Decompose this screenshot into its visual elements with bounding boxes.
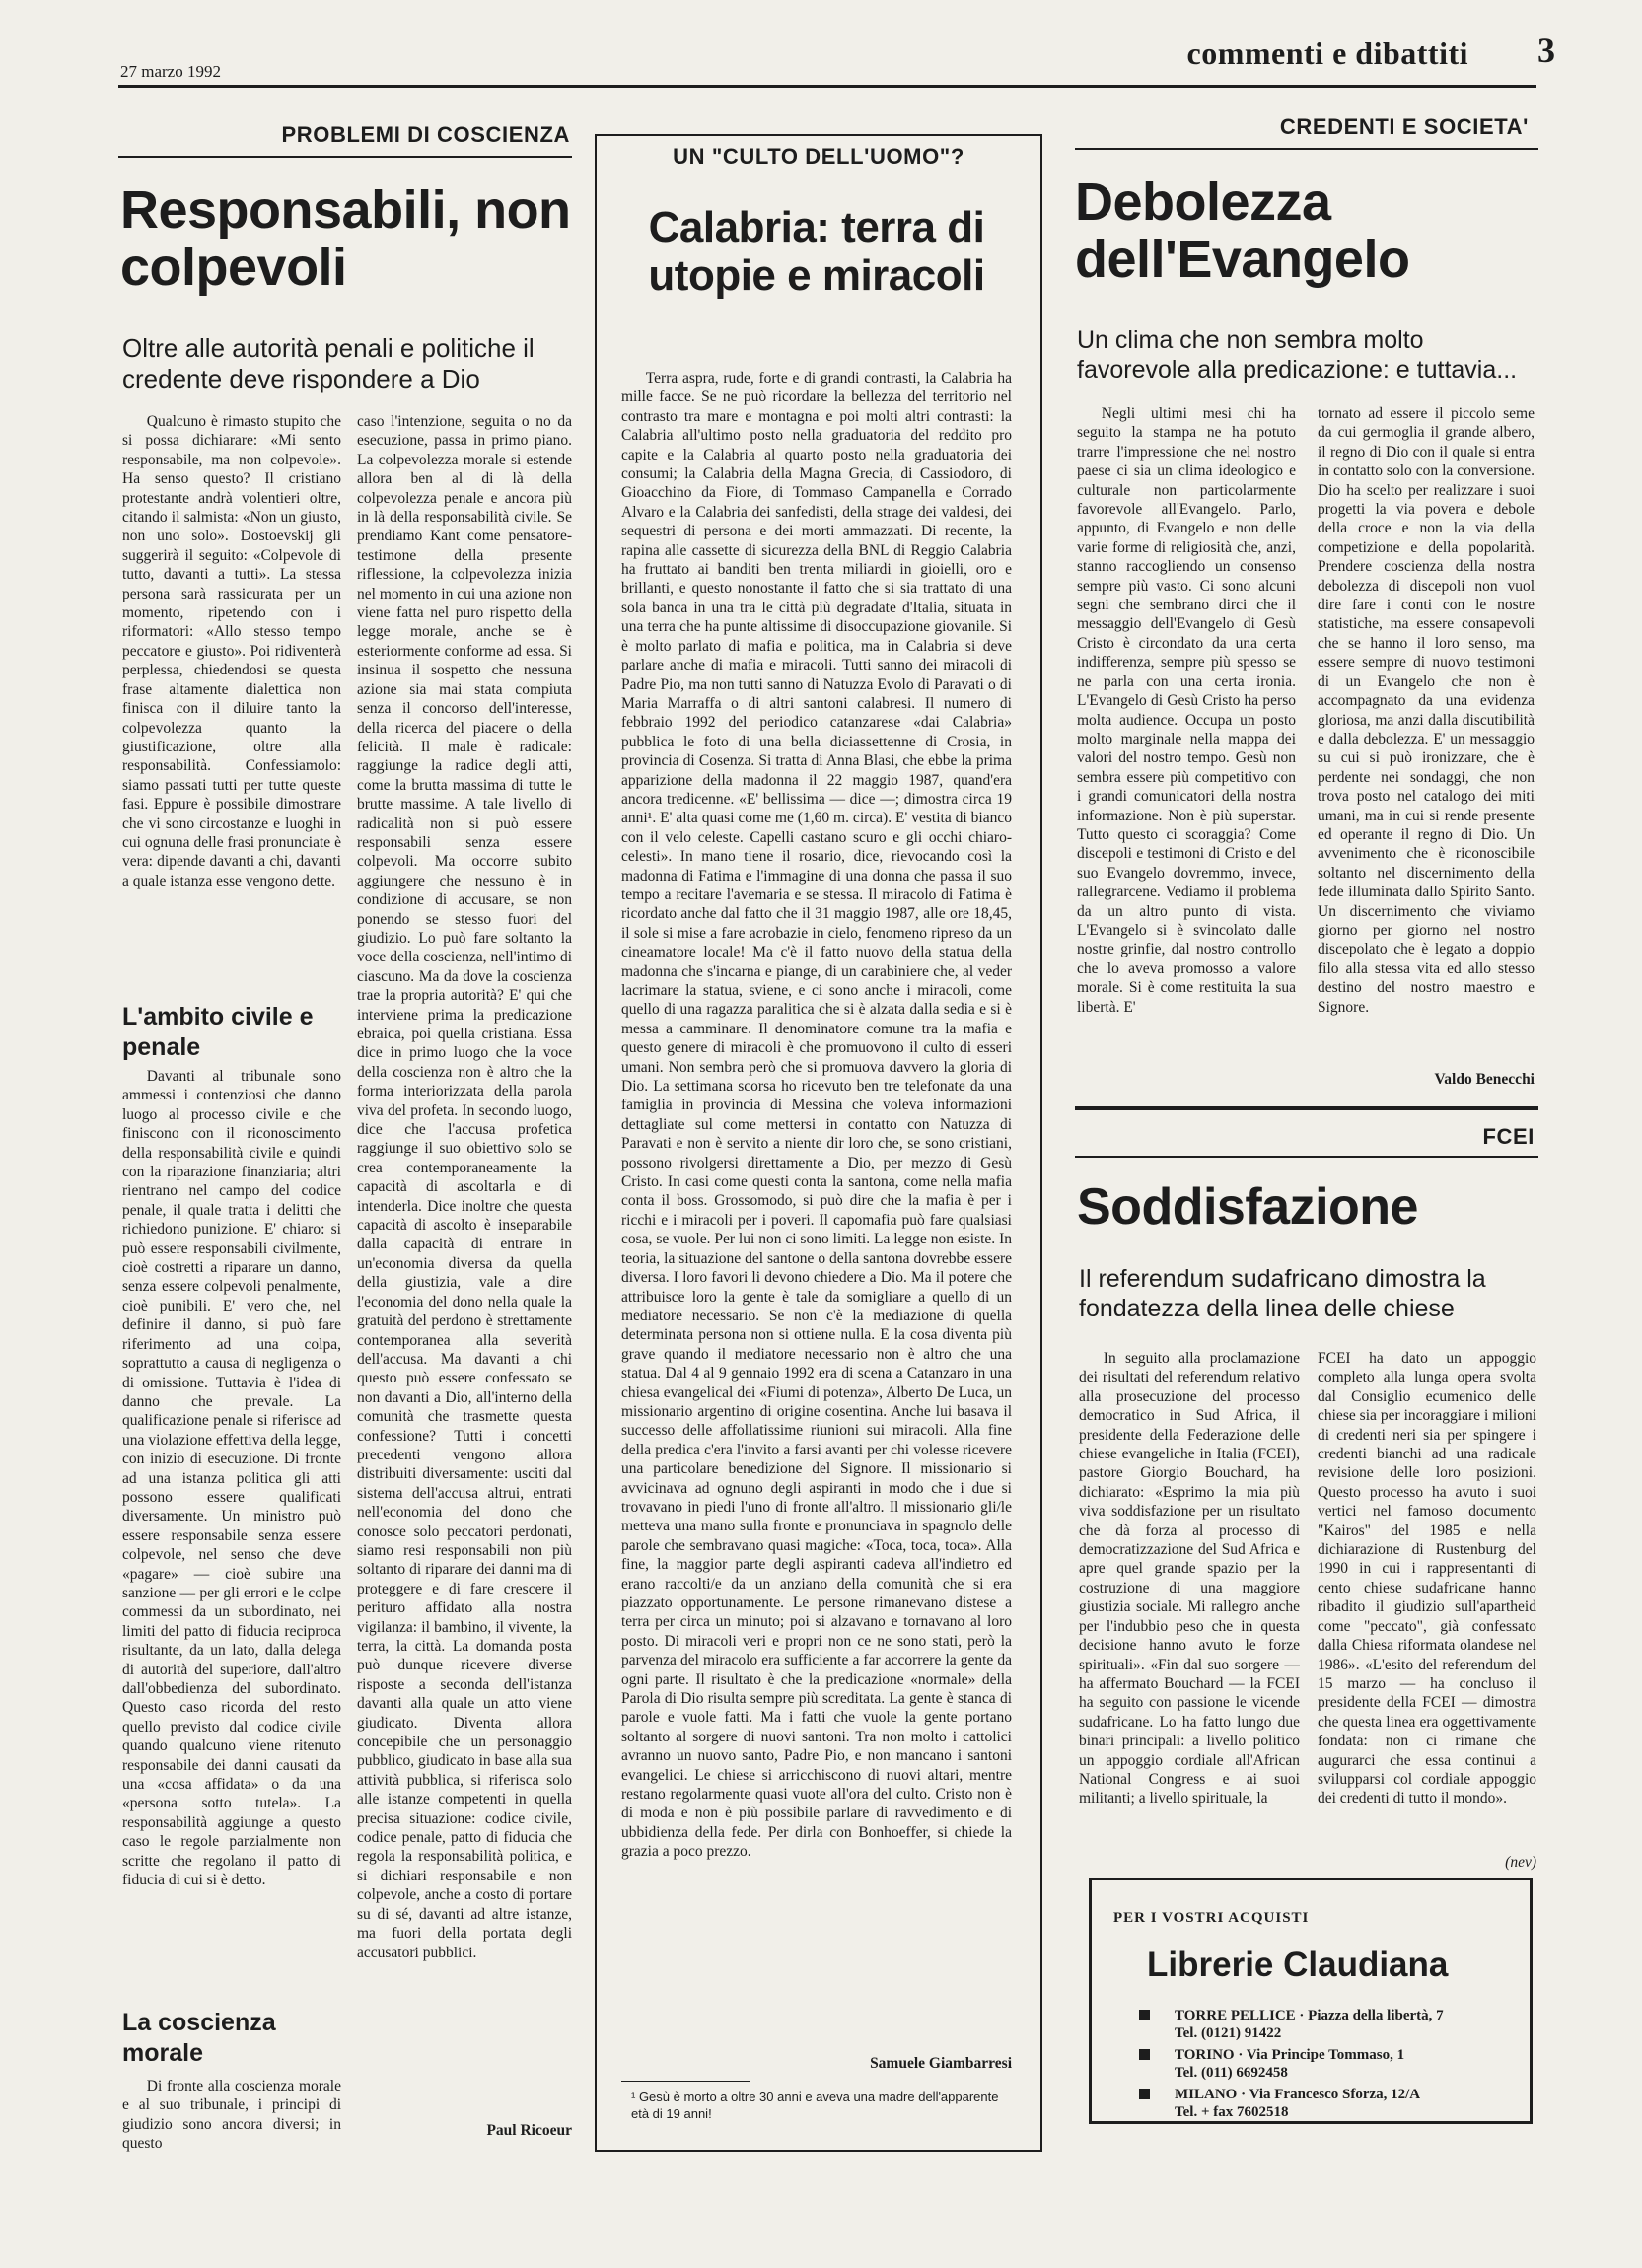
article1-col1-morale: Di fronte alla coscienza morale e al suo tribunale, i principi di giudizio sono ancora diversi; in questo [122,2078,341,2153]
article1-author: Paul Ricoeur [486,2122,572,2139]
ad-tagline: PER I VOSTRI ACQUISTI [1113,1910,1310,1926]
section-divider [1075,1106,1538,1110]
bullet-icon [1139,2049,1150,2060]
article3-rule [1075,148,1538,150]
ad-store-phone: Tel. + fax 7602518 [1175,2104,1289,2120]
article2-headline: Calabria: terra di utopie e miracoli [648,203,985,301]
article4-headline: Soddisfazione [1077,1178,1418,1236]
article2-author: Samuele Giambarresi [870,2055,1012,2072]
article4-col2: FCEI ha dato un appoggio completo alla lunga opera svolta dal Consiglio ecumenico delle chiese sia per incoraggiare i milioni di credenti neri sia per spingere i credenti bianchi ad una radicale revisione delle loro posizioni. Questo processo ha avuto i suoi vertici nel famoso documento "Kairos" del 1985 e nella dichiarazione di Rustenburg del 1990 in cui i rappresentanti di cento chiese sudafricane hanno ribadito il giudizio sull'apartheid come "peccato", già confessato dalla Chiesa riformata olandese nel 1986». «L'esito del referendum del 15 marzo — ha concluso il presidente della FCEI — dimostra che questa linea era oggettivamente fondata: non ci rimane che augurarci che essa continui a svilupparsi col cordiale appoggio dei credenti di tutto il mondo». [1318,1350,1536,1807]
article1-rule [118,156,572,158]
ad-store-address: TORRE PELLICE · Piazza della libertà, 7 [1175,2008,1444,2023]
article3-author: Valdo Benecchi [1434,1071,1535,1088]
article3-col1: Negli ultimi mesi chi ha seguito la stampa ne ha potuto trarre l'impressione che nel nostro paese ci sia un clima ideologico e culturale non particolarmente favorevole all'Evangelo. Parlo, appunto, di Evangelo e non delle varie forme di religiosità che, anzi, stanno raccogliendo un consenso sempre più vasto. Ci sono alcuni segni che sembrano dirci che il messaggio dell'Evangelo di Gesù Cristo è circondato da una certa indifferenza, sempre più spesso se ne parla con una certa ironia. L'Evangelo di Gesù Cristo ha perso molta audience. Occupa un posto molto marginale nella mappa dei valori del nostro tempo. Gesù non sembra essere più competitivo con i grandi comunicatori della nostra informazione. Non è più superstar. Tutto questo ci scoraggia? Come discepoli e testimoni di Cristo e del suo Evangelo dovremmo, invece, rallegrarcene. Vediamo il problema da un altro punto di vista. L'Evangelo si è svincolato dalle nostre grinfie, dal nostro controllo che lo aveva promosso a valore morale. Si è come restituita la sua libertà. E' [1077,405,1296,1016]
article3-kicker: CREDENTI E SOCIETA' [1279,114,1529,139]
bullet-icon [1139,2089,1150,2099]
claudiana-ad [1089,1878,1533,2124]
article3-headline: Debolezza dell'Evangelo [1075,173,1410,290]
ad-store-address: TORINO · Via Principe Tommaso, 1 [1175,2047,1405,2063]
ad-store-list [1139,2007,1524,2125]
article1-kicker: PROBLEMI DI COSCIENZA [281,122,570,147]
article1-headline: Responsabili, non colpevoli [120,180,571,298]
ad-store [1139,2046,1524,2086]
article4-rule [1075,1156,1538,1158]
ad-brand: Librerie Claudiana [1147,1946,1449,1984]
ad-store-address: MILANO · Via Francesco Sforza, 12/A [1175,2087,1421,2102]
article1-col2: caso l'intenzione, seguita o no da esecuzione, passa in primo piano. La colpevolezza morale si estende allora ben al di là della colpevolezza penale e ancora più in là della responsabilità civile. Se prendiamo Kant come pensatore-testimone della presente riflessione, la colpevolezza inizia nel momento in cui una azione non viene fatta nel puro rispetto della legge morale, anche se è esteriormente conforme ad essa. Si insinua il sospetto che nessuna azione sia mai stata compiuta senza il concorso dell'interesse, della ricerca del piacere o della felicità. Il male è radicale: raggiunge la radice degli atti, come la brutta massima di tutte le brutte massime. A tale livello di radicalità non si può essere responsabili senza essere colpevoli. Ma occorre subito aggiungere che nessuno è in condizione di accusare, se non ponendo se stesso fuori del giudizio. Lo può fare soltanto la voce della coscienza, nell'intimo di ciascuno. Ma da dove la coscienza trae la propria autorità? E' qui che interviene prima la predicazione ebraica, poi quella cristiana. Essa dice in primo luogo che la voce della coscienza non è altro che la forma interiorizzata della parola viva del profeta. In secondo luogo, dice che l'accusa profetica raggiunge il suo obiettivo solo se crea contemporaneamente la capacità di ascoltarla e di intenderla. Dice inoltre che questa capacità di ascolto è inseparabile dalla capacità di entrare in un'economia diversa da quella della giustizia, vale a dire l'economia del dono nella quale la gratuità del perdono è strettamente contemporanea alla severità dell'accusa. Ma davanti a chi questo può essere confessato se non davanti a Dio, all'interno della comunità che trasmette questa confessione? Tutti i concetti precedenti vengono allora distribuiti diversamente: usciti dal sistema dell'accusa altrui, entrati nell'economia del dono che conosce solo peccatori perdonati, siamo resi responsabili non più soltanto di riparare dei danni ma di proteggere e di fare crescere il perituro affidato alla nostra vigilanza: il bambino, il vivente, la terra, la città. La domanda posta può dunque ricevere diverse risposte a seconda dell'istanza davanti alla quale un atto viene giudicato. Diventa allora concepibile che un personaggio pubblico, giudicato in base alla sua attività pubblica, si riferisca solo alle istanze competenti in quella precisa situazione: codice civile, codice penale, patto di fiducia che regola la responsabilità politica, e si dichiari responsabile e non colpevole, anche a costo di portare su di sé, davanti ad altre istanze, ma fuori della portata degli accusatori pubblici. [357,413,572,1961]
issue-date: 27 marzo 1992 [120,62,221,81]
article3-col2: tornato ad essere il piccolo seme da cui germoglia il grande albero, il regno di Dio con il quale si entra in contatto solo con la conversione. Dio ha scelto per realizzare i suoi progetti la via povera e debole della croce e non la via della competizione e della popolarità. Prendere coscienza della nostra debolezza di discepoli non vuol dire fare i conti con le nostre statistiche, ma essere consapevoli che se hanno il loro senso, ma essere sempre di nuovo testimoni di un Evangelo che non è accompagnato da una evidenza gloriosa, ma anzi dalla discutibilità e dalla debolezza. E' un messaggio su cui si può ironizzare, che è perdente nei sondaggi, che non trova posto nel catalogo dei miti umani, ma in cui si rende presente ed operante il regno di Dio. Un avvenimento che è riconoscibile soltanto nel discernimento della fede illuminata dallo Spirito Santo. Un discernimento che viviamo giorno per giorno nel nostro discepolato che è legato a doppio filo alla stessa vita ed allo stesso destino del nostro maestro e Signore. [1318,405,1535,1016]
article2-body: Terra aspra, rude, forte e di grandi contrasti, la Calabria ha mille facce. Se ne può ricordare la bellezza del territorio nel contrasto tra mare e montagna e poi molti altri contrasti: la Calabria all'ultimo posto nella graduatoria del reddito pro capite e la Calabria al quarto posto nella graduatoria dei consumi; la Calabria della Magna Grecia, di Cassiodoro, di Gioacchino da Fiore, di Tommaso Campanella e Corrado Alvaro e la Calabria dei sanfedisti, della strage dei valdesi, dei sequestri di persona e dei morti ammazzati. Di recente, la rapina alle cassette di sicurezza della BNL di Reggio Calabria ha fruttato ai banditi ben trenta miliardi in gioielli, oro e brillanti, e questo nonostante il fatto che si sia trattato di una sola banca in una tra le città più degradate d'Italia, situata in una terra che ha punte altissime di disoccupazione giovanile. Si è molto parlato di mafia e politica, ma in Calabria si deve parlare anche di mafia e miracoli. Tutti sanno dei miracoli di Padre Pio, ma non tutti sanno di Natuzza Evolo di Paravati o di Maria Marraffa o di altri santoni calabresi. Il numero di febbraio 1992 del periodico catanzarese «dai Calabria» pubblica le foto di una bella diciassettenne di Crosia, in provincia di Cosenza. Si tratta di Anna Blasi, che ebbe la prima apparizione della madonna il 22 maggio 1987, quand'era ancora tredicenne. «E' bellissima — dice —; dimostra circa 19 anni¹. E' alta quasi come me (1,60 m. circa). E' vestita di bianco con il velo celeste. Capelli castano scuro e gli occhi chiaro-celesti». In mano tiene il rosario, dice, rievocando così la madonna di Fatima e l'immagine di una donna che passa il suo tempo a recitare l'avemaria e se stessa. Il miracolo di Fatima è ricordato anche dal fatto che il 31 maggio 1987, alle ore 18,45, il sole si mise a fare acrobazie in cielo, fenomeno ripreso da un cineamatore locale! Ma c'è il fatto nuovo della statua della madonna che s'incarna e piange, di un carabiniere che, al veder lacrimare la statua, sviene, e ci sono anche i miracoli, come quello di una ragazza paralitica che si è alzata dalla sedia e si è messa a camminare. Il denominatore comune tra la mafia e questo genere di miracoli è che promuovono il culto di esseri umani. Non sembra però che si promuova davvero la gloria di Dio. La settimana scorsa ho ricevuto ben tre telefonate da una famiglia in provincia di Messina che voleva informazioni dettagliate sul come mettersi in contatto con Natuzza di Paravati e non è servito a niente dir loro che, se sono cristiani, possono rivolgersi direttamente a Dio, per mezzo di Gesù Cristo. In casi come questi conta la santona, come nella mafia conta il boss. Grossomodo, si può dire che la mafia è per i ricchi e i miracoli per i poveri. Il capomafia può fare qualsiasi cosa, se vuole. Per lui non ci sono limiti. La legge non esiste. In teoria, la situazione del santone o della santona dovrebbe essere diversa. I loro favori li devono chiedere a Dio. Ma il potere che attribuisce loro la gente è tale da somigliare a quello di un mediatore necessario. Se non c'è la mediazione di quella determinata persona non si ottiene nulla. E la cosa diventa più grave quando il mediatore necessario non è altro che una statua. Dal 4 al 9 gennaio 1992 era di scena a Catanzaro in una chiesa evangelical dei «Fiumi di potenza», Alberto De Luca, un missionario argentino di origine cosentina. Anche lui basava il successo delle affollatissime riunioni sui miracoli. Alla fine della predica c'era l'invito a farsi avanti per chi volesse ricevere una particolare benedizione del Signore. Il missionario si avvicinava ad ognuno degli aspiranti in modo che i due si trovavano in piedi l'uno di fronte all'altro. Il missionario gli/le metteva una mano sulla fronte e pronunciava in spagnolo delle parole che sembravano quasi magiche: «Toca, toca, toca». Alla fine, la maggior parte degli aspiranti cadeva all'indietro ed erano raccolti/e da un anziano della comunità che si era piazzato opportunamente. Le persone rimanevano distese a terra per circa un minuto; poi si alzavano e tornavano al loro posto. Di miracoli veri e propri non ce ne sono stati, però la parvenza del miracolo era sufficiente a far accorrere la gente da ogni parte. Il risultato è che la predicazione «normale» della Parola di Dio risulta sempre più screditata. La gente è stanca di parole e vuole fatti. Ma i fatti che vuole la gente portano soltanto al sorgere di nuovi santoni. Tra non molto i cattolici avranno un nuovo santo, Padre Pio, e non mancano i santoni evangelici. Le chiese si arricchiscono di nuovi altari, mentre restano regolarmente quasi vuote all'ora del culto. Cristo non è di moda e non è più possibile parlare di ravvedimento e di ubbidienza della fede. Per dirla con Bonhoeffer, si chiede la grazia a poco prezzo. [621,370,1012,1861]
article1-col1-civile: Davanti al tribunale sono ammessi i contenziosi che danno luogo al processo civile e che finiscono con il riconoscimento della responsabilità civile e quindi con la riparazione finanziaria; altri rientrano nel campo del codice penale, il quale tratta i delitti che richiedono punizione. E' chiaro: si può essere responsabili civilmente, cioè costretti a riparare un danno, senza essere colpevoli penalmente, cioè punibili. E' vero che, nel definire il danno, si può fare riferimento ad una colpa, soprattutto a causa di negligenza o di omissione. Tuttavia è l'idea di danno che prevale. La qualificazione penale si riferisce ad una violazione effettiva della legge, con inizio di esecuzione. Di fronte ad una istanza politica gli atti possono essere qualificati diversamente. Un ministro può essere responsabile senza essere colpevole, nel senso che deve «pagare» — cioè subire una sanzione — per gli errori e le colpe commessi da un subordinato, nei limiti del patto di fiducia reciproca risultante, da un lato, dalla delega di autorità del superiore, dall'altro dall'obbedienza del subordinato. Questo caso ricorda del resto quello previsto dal codice civile quando qualcuno viene ritenuto responsabile dei danni causati da una «cosa affidata» o da una «persona sotto tutela». La responsabilità aggiunge a questo caso le regole parzialmente non scritte che regolano il patto di fiducia di cui si è detto. [122,1068,341,1889]
article2-footnote: ¹ Gesù è morto a oltre 30 anni e aveva una madre dell'apparente età di 19 anni! [631,2090,999,2121]
article1-subhead-civile: L'ambito civile e penale [122,1003,314,1062]
bullet-icon [1139,2010,1150,2020]
ad-store-phone: Tel. (011) 6692458 [1175,2065,1288,2081]
masthead-rule [118,85,1536,88]
article4-col1: In seguito alla proclamazione dei risultati del referendum relativo alla prosecuzione del processo democratico in Sud Africa, il presidente della Federazione delle chiese evangeliche in Italia (FCEI), pastore Giorgio Bouchard, ha dichiarato: «Esprimo la mia più viva soddisfazione per un risultato che dà forza al processo di democratizzazione del Sud Africa e apre quel grande spazio per la costruzione di una maggiore giustizia sociale. Mi rallegro anche per l'indubbio peso che in questa decisione hanno avuto le forze spirituali». «Fin dal suo sorgere — ha affermato Bouchard — la FCEI ha seguito con passione le vicende sudafricane. Lo ha fatto lungo due binari principali: a livello politico un appoggio cordiale all'African National Congress e ai suoi militanti; a livello spirituale, la [1079,1350,1300,1807]
ad-store [1139,2007,1524,2046]
article3-deck: Un clima che non sembra molto favorevole alla predicazione: e tuttavia... [1077,326,1518,384]
article4-author: (nev) [1505,1854,1536,1871]
ad-store-phone: Tel. (0121) 91422 [1175,2025,1282,2041]
article1-col1-intro: Qualcuno è rimasto stupito che si possa dichiarare: «Mi sento responsabile, ma non colpevole». Ha senso questo? Il cristiano protestante andrà volentieri oltre, citando il salmista: «Non un giusto, non uno solo». Dostoevskij gli suggerirà il seguito: «Colpevole di tutto, davanti a tutti». La stessa persona sarà rassicurata per un momento, ripetendo con i riformatori: «Allo stesso tempo peccatore e giusto». Poi ridiventerà perplessa, chiedendosi se questa frase altamente dialettica non finisca con il diluire tanto la colpevolezza quanto la giustificazione, oltre alla responsabilità. Confessiamolo: siamo passati tutti per tutte queste fasi. Eppure è possibile dimostrare che vi sono circostanze e luoghi in cui ognuna delle frasi pronunciate è vera: dipende davanti a chi, davanti a quale istanza esse vengono dette. [122,413,341,889]
footnote-rule [621,2081,750,2082]
ad-store [1139,2086,1524,2125]
article1-subhead-morale: La coscienza morale [122,2009,276,2068]
article1-deck: Oltre alle autorità penali e politiche il credente deve rispondere a Dio [122,333,535,394]
page-number: 3 [1537,31,1555,70]
article2-kicker: UN "CULTO DELL'UOMO"? [673,144,964,169]
article4-deck: Il referendum sudafricano dimostra la fondatezza della linea delle chiese [1079,1265,1486,1322]
article4-kicker: FCEI [1482,1124,1535,1149]
section-title: commenti e dibattiti [1186,35,1468,71]
